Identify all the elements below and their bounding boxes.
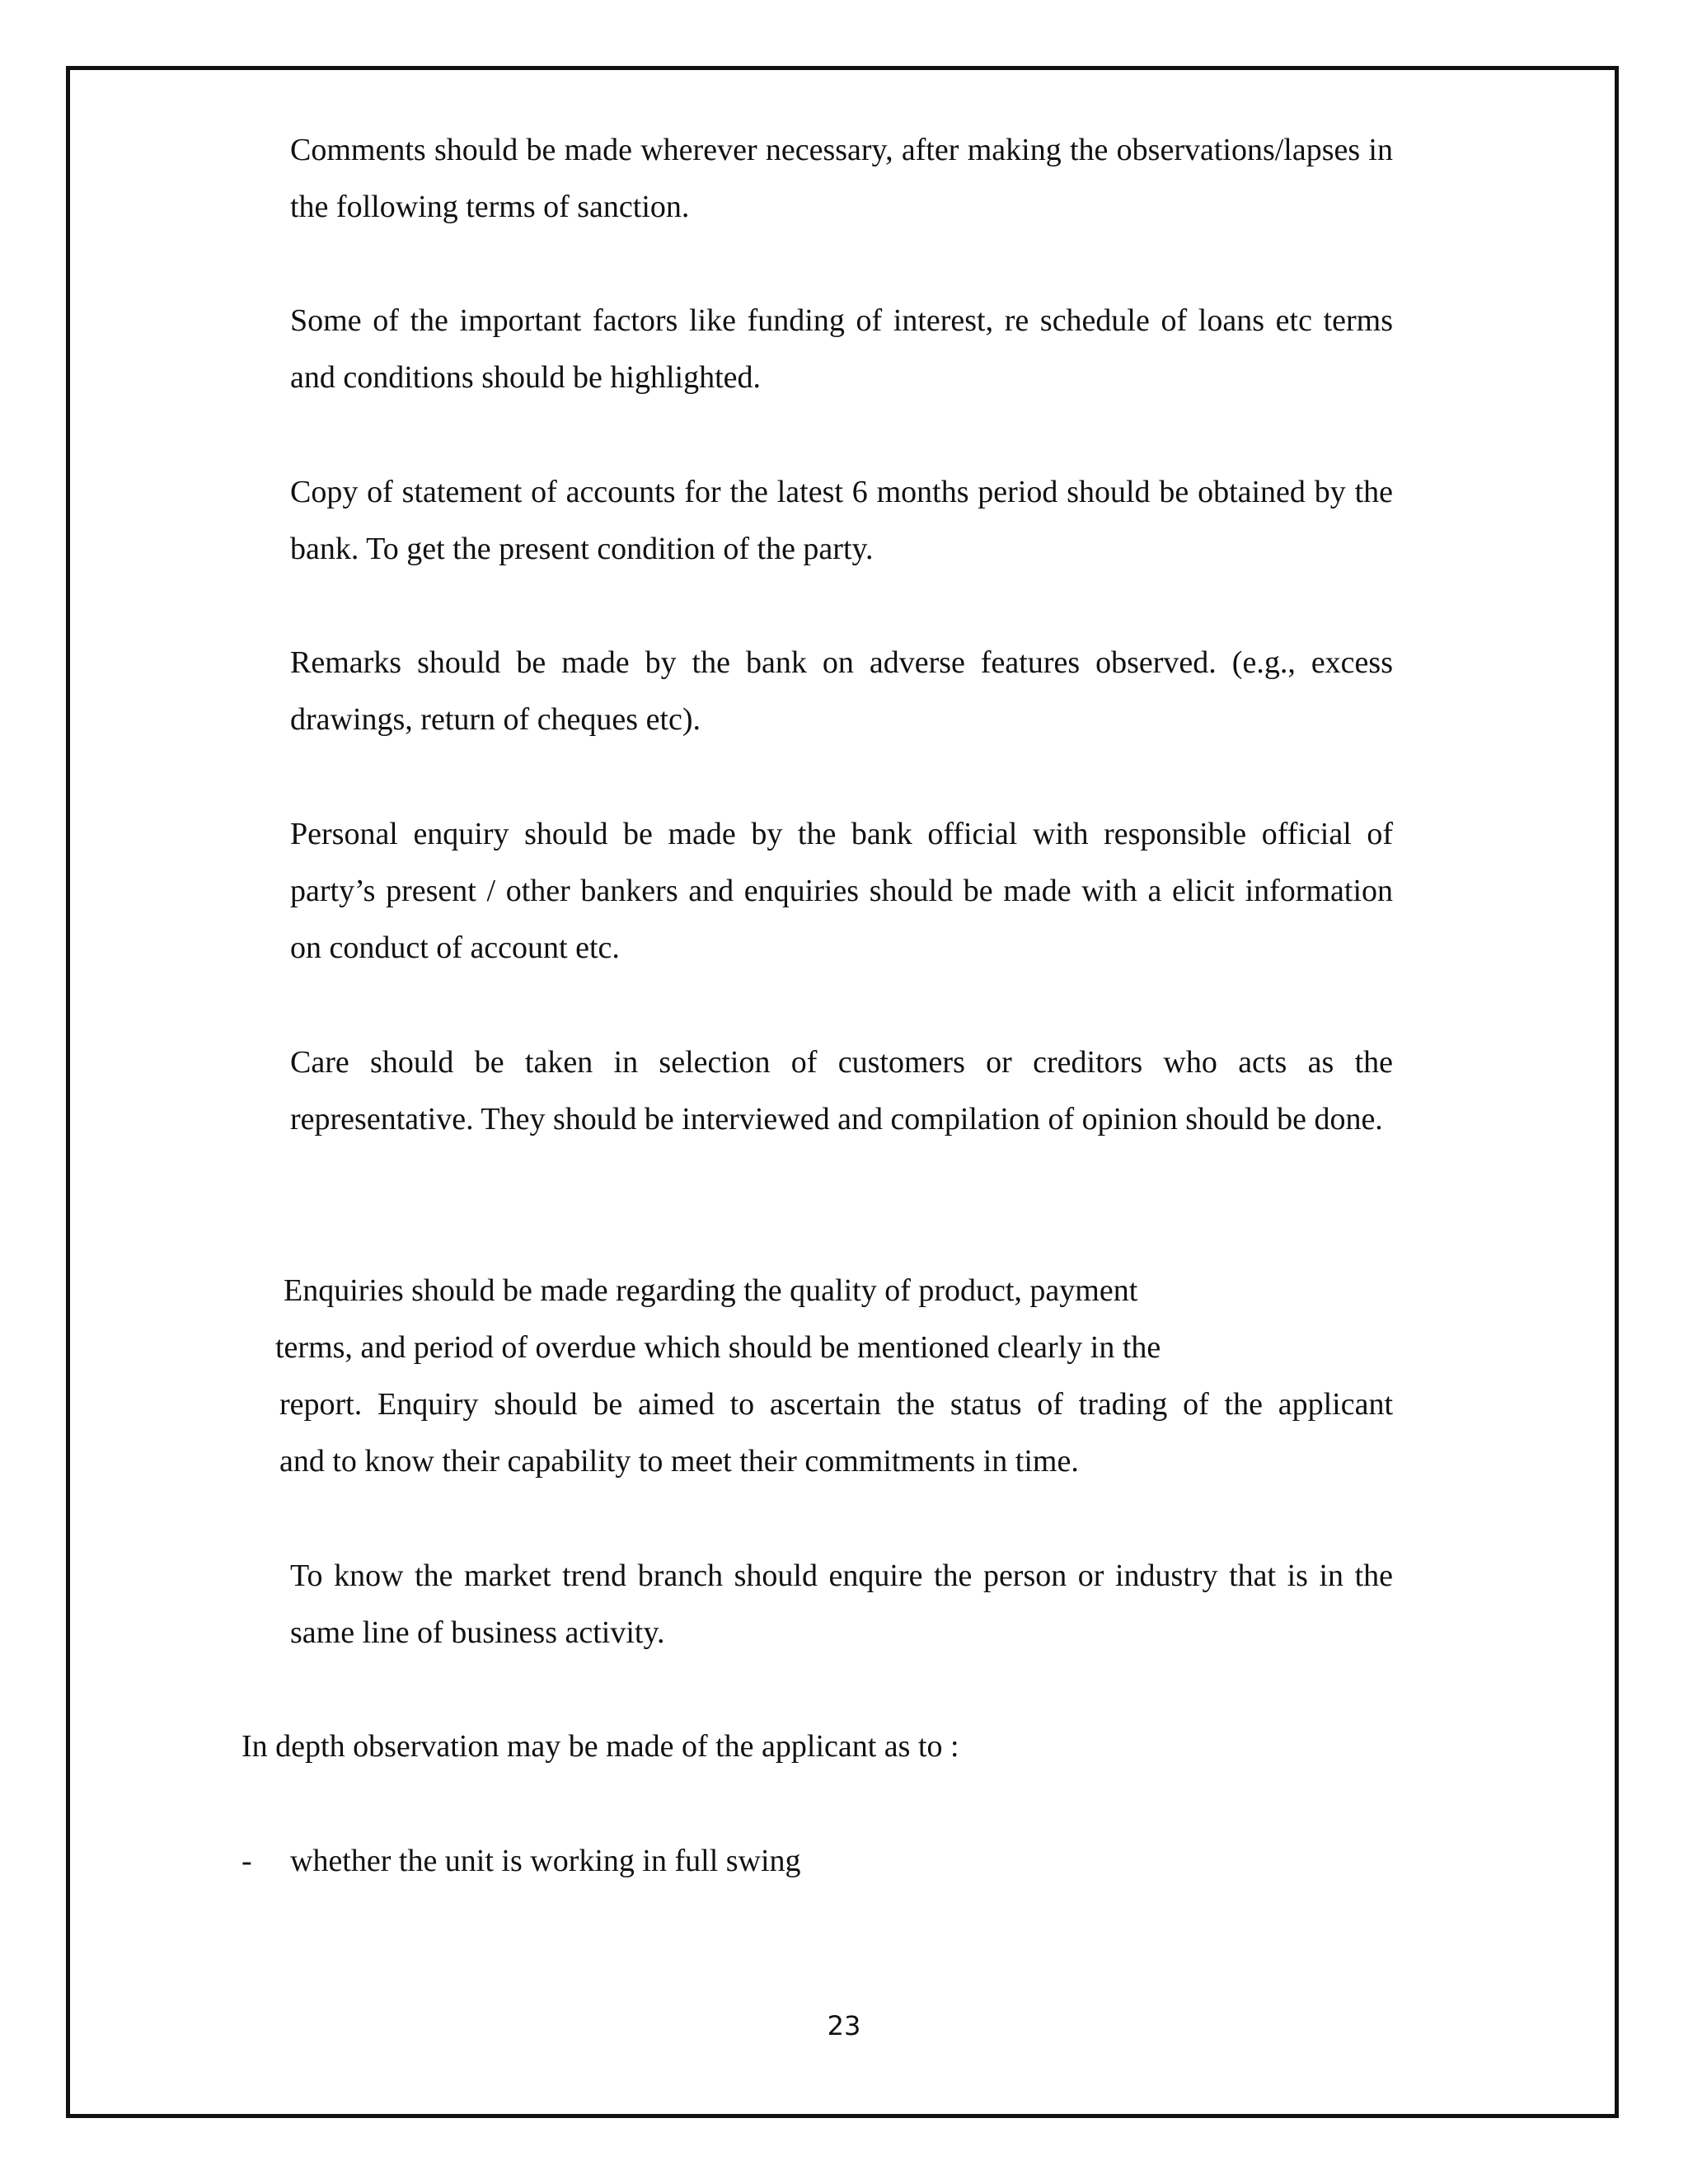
bullet-dash: - bbox=[241, 1844, 252, 1878]
page-number: 23 bbox=[827, 2010, 861, 2041]
enquiries-line-1: Enquiries should be made regarding the quality of product, payment bbox=[284, 1273, 1138, 1308]
paragraph-important-factors: Some of the important factors like funding of interest, re schedule of loans etc terms and conditions should be highlighted. bbox=[290, 303, 1393, 395]
enquiries-line-2: terms, and period of overdue which should be mentioned clearly in the bbox=[275, 1330, 1161, 1365]
enquiries-line-4: and to know their capability to meet their commitments in time. bbox=[279, 1444, 1079, 1479]
enquiries-line-3: report. Enquiry should be aimed to ascertain the status of trading of the applicant bbox=[279, 1387, 1393, 1422]
in-depth-intro: In depth observation may be made of the applicant as to : bbox=[241, 1729, 959, 1764]
paragraph-market-trend: To know the market trend branch should enquire the person or industry that is in the same line of business activity. bbox=[290, 1558, 1393, 1650]
paragraph-personal-enquiry: Personal enquiry should be made by the bank official with responsible official of party’s present / other bankers and enquiries should be made with a elicit information on conduct of account etc. bbox=[290, 817, 1393, 965]
paragraph-comments: Comments should be made wherever necessary, after making the observations/lapses in the following terms of sanction. bbox=[290, 133, 1393, 224]
paragraph-care-selection: Care should be taken in selection of customers or creditors who acts as the representative. They should be interviewed and compilation of opinion should be done. bbox=[290, 1045, 1393, 1137]
paragraph-remarks: Remarks should be made by the bank on adverse features observed. (e.g., excess drawings, return of cheques etc). bbox=[290, 645, 1393, 737]
bullet-text: whether the unit is working in full swing bbox=[290, 1844, 801, 1878]
paragraph-statement-of-accounts: Copy of statement of accounts for the latest 6 months period should be obtained by the bank. To get the present condition of the party. bbox=[290, 475, 1393, 566]
